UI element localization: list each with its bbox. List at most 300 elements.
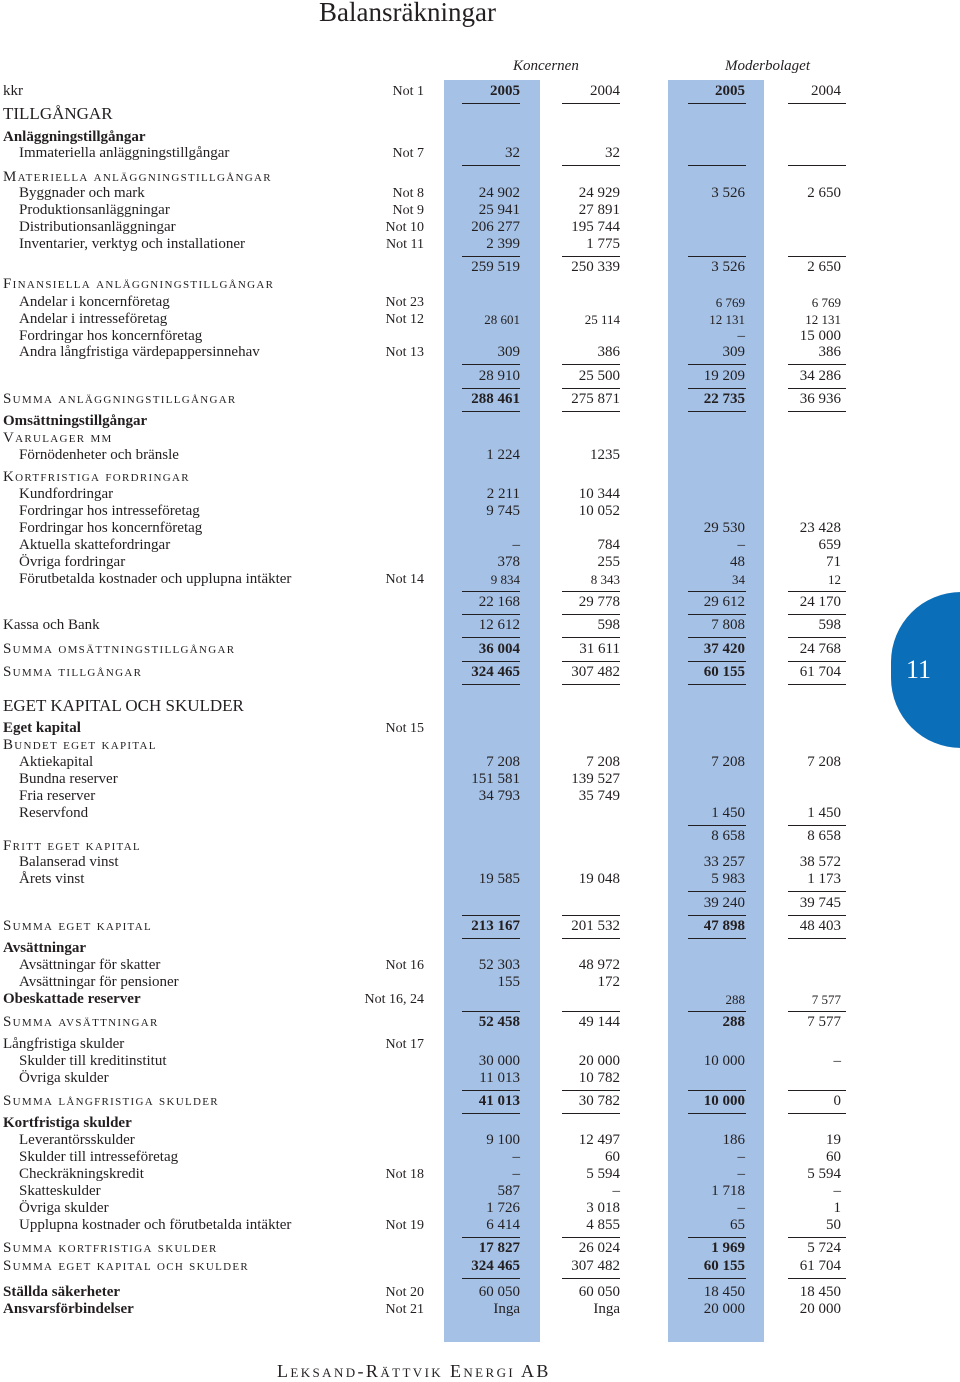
value-cell: 24 170: [799, 594, 841, 610]
value-cell: 7 208: [807, 754, 841, 770]
table-row: [0, 1166, 960, 1183]
table-row: [0, 202, 960, 219]
value-cell: –: [737, 1149, 745, 1165]
value-cell: 259 519: [471, 259, 520, 275]
row-label: Inventarier, verktyg och installationer: [19, 236, 245, 252]
value-cell: 7 208: [486, 754, 520, 770]
value-cell: 12 131: [805, 312, 841, 327]
value-cell: 52 458: [478, 1014, 520, 1030]
value-cell: 587: [497, 1183, 520, 1199]
table-row: [0, 83, 960, 100]
sum-rule: [788, 1011, 846, 1012]
table-row: [0, 1284, 960, 1301]
value-cell: –: [737, 1200, 745, 1216]
row-label: Kundfordringar: [19, 486, 114, 502]
sum-rule: [462, 1090, 520, 1091]
table-row: [0, 1132, 960, 1149]
table-row: [0, 1149, 960, 1166]
value-cell: 34: [732, 572, 745, 587]
value-cell: –: [612, 1183, 620, 1199]
table-row: [0, 957, 960, 974]
table-row: [0, 129, 960, 146]
value-cell: 41 013: [478, 1093, 520, 1109]
value-cell: 60 155: [703, 1258, 745, 1274]
row-label: Fordringar hos koncernföretag: [19, 328, 203, 344]
sum-rule: [688, 1090, 746, 1091]
sum-rule: [688, 614, 746, 615]
value-cell: 2 211: [486, 486, 520, 502]
row-label: Checkräkningskredit: [19, 1166, 144, 1182]
value-cell: 307 482: [571, 1258, 620, 1274]
value-cell: 1 969: [711, 1240, 745, 1256]
value-cell: 324 465: [471, 1258, 520, 1274]
value-cell: 324 465: [471, 664, 520, 680]
value-cell: 30 782: [578, 1093, 620, 1109]
sum-rule: [788, 1237, 846, 1238]
note-ref: Not 19: [385, 1218, 424, 1233]
table-row: [0, 469, 960, 486]
note-ref: Not 14: [385, 572, 424, 587]
value-cell: 20 000: [799, 1301, 841, 1317]
value-cell: 60 050: [578, 1284, 620, 1300]
table-row: [0, 594, 960, 611]
sum-rule: [562, 388, 620, 389]
value-cell: 49 144: [578, 1014, 620, 1030]
table-row: [0, 940, 960, 957]
value-cell: 31 611: [579, 641, 620, 657]
group-header-koncernen: Koncernen: [513, 58, 579, 74]
value-cell: 19 048: [578, 871, 620, 887]
table-row: [0, 447, 960, 464]
row-label: Anläggningstillgångar: [3, 129, 146, 145]
sum-rule: [688, 256, 746, 257]
value-cell: 65: [730, 1217, 745, 1233]
row-label: Andelar i koncernföretag: [19, 294, 170, 310]
value-cell: 10 052: [578, 503, 620, 519]
table-row: [0, 430, 960, 447]
note-ref: Not 12: [385, 312, 424, 327]
value-cell: 11 013: [479, 1070, 520, 1086]
value-cell: 32: [605, 145, 620, 161]
sum-rule: [462, 256, 520, 257]
sum-rule: [462, 637, 520, 638]
value-cell: Inga: [493, 1301, 520, 1317]
note-ref: Not 21: [385, 1302, 424, 1317]
table-row: [0, 236, 960, 253]
sum-rule: [788, 591, 846, 592]
value-cell: 47 898: [703, 918, 745, 934]
value-cell: 7 577: [811, 992, 841, 1007]
sum-rule: [788, 684, 846, 685]
group-header-moderbolaget: Moderbolaget: [725, 58, 810, 74]
value-cell: 598: [597, 617, 620, 633]
table-row: [0, 895, 960, 912]
row-label: Bundna reserver: [19, 771, 118, 787]
value-cell: 2005: [715, 83, 745, 99]
value-cell: 25 500: [578, 368, 620, 384]
value-cell: 598: [818, 617, 841, 633]
value-cell: 71: [826, 554, 841, 570]
value-cell: –: [512, 537, 520, 553]
table-row: [0, 413, 960, 430]
table-row: [0, 1036, 960, 1053]
sum-rule: [562, 1237, 620, 1238]
value-cell: 378: [497, 554, 520, 570]
value-cell: 2004: [590, 83, 620, 99]
value-cell: 61 704: [799, 664, 841, 680]
sum-rule: [462, 915, 520, 916]
table-row: [0, 219, 960, 236]
note-ref: Not 13: [385, 345, 424, 360]
value-cell: 9 100: [486, 1132, 520, 1148]
value-cell: –: [512, 1166, 520, 1182]
value-cell: 6 769: [811, 295, 841, 310]
sum-rule: [688, 938, 746, 939]
table-row: [0, 1183, 960, 1200]
row-label: Långfristiga skulder: [3, 1036, 125, 1052]
value-cell: 60 050: [478, 1284, 520, 1300]
value-cell: 22 735: [703, 391, 745, 407]
note-ref: Not 17: [385, 1037, 424, 1052]
note-ref: Not 23: [385, 295, 424, 310]
value-cell: 36 936: [799, 391, 841, 407]
note-ref: Not 20: [385, 1285, 424, 1300]
table-row: [0, 720, 960, 737]
value-cell: 206 277: [471, 219, 520, 235]
note-ref: Not 16: [385, 958, 424, 973]
value-cell: 7 577: [807, 1014, 841, 1030]
value-cell: 25 941: [478, 202, 520, 218]
sum-rule: [562, 684, 620, 685]
row-label: Årets vinst: [19, 871, 85, 887]
row-label: Andra långfristiga värdepappersinnehav: [19, 344, 260, 360]
sum-rule: [688, 165, 746, 166]
sum-rule: [462, 938, 520, 939]
sum-rule: [562, 1011, 620, 1012]
sum-rule: [688, 591, 746, 592]
sum-rule: [688, 1011, 746, 1012]
row-label: Avsättningar: [3, 940, 87, 956]
row-label: Fordringar hos koncernföretag: [19, 520, 203, 536]
value-cell: 7 208: [711, 754, 745, 770]
value-cell: 5 594: [807, 1166, 841, 1182]
table-row: [0, 1240, 960, 1257]
row-label: Andelar i intresseföretag: [19, 311, 168, 327]
table-row: [0, 854, 960, 871]
sum-rule: [788, 411, 846, 412]
table-row: [0, 871, 960, 888]
value-cell: 201 532: [571, 918, 620, 934]
row-label: Bundet eget kapital: [3, 737, 157, 753]
value-cell: 1235: [590, 447, 620, 463]
value-cell: –: [737, 1166, 745, 1182]
sum-rule: [688, 661, 746, 662]
value-cell: 1 173: [807, 871, 841, 887]
value-cell: 1 726: [486, 1200, 520, 1216]
sum-rule: [562, 103, 620, 104]
value-cell: 28 601: [484, 312, 520, 327]
sum-rule: [562, 614, 620, 615]
sum-rule: [462, 1113, 520, 1114]
table-row: [0, 520, 960, 537]
row-label: Övriga skulder: [19, 1070, 109, 1086]
value-cell: 25 114: [584, 312, 620, 327]
note-ref: Not 7: [392, 146, 424, 161]
sum-rule: [688, 1113, 746, 1114]
table-row: [0, 368, 960, 385]
row-label: Fordringar hos intresseföretag: [19, 503, 200, 519]
value-cell: 12: [828, 572, 841, 587]
value-cell: 139 527: [571, 771, 620, 787]
row-label: Förnödenheter och bränsle: [19, 447, 179, 463]
value-cell: 5 594: [586, 1166, 620, 1182]
sum-rule: [788, 1113, 846, 1114]
value-cell: 24 929: [578, 185, 620, 201]
row-label: Skulder till intresseföretag: [19, 1149, 179, 1165]
row-label: Leverantörsskulder: [19, 1132, 135, 1148]
table-row: [0, 391, 960, 408]
value-cell: 10 000: [703, 1093, 745, 1109]
row-label: Ansvarsförbindelser: [3, 1301, 134, 1317]
value-cell: 1 775: [586, 236, 620, 252]
value-cell: 275 871: [571, 391, 620, 407]
sum-rule: [562, 165, 620, 166]
sum-rule: [788, 825, 846, 826]
value-cell: 10 782: [578, 1070, 620, 1086]
value-cell: –: [512, 1149, 520, 1165]
value-cell: 48: [730, 554, 745, 570]
value-cell: 3 018: [586, 1200, 620, 1216]
row-label: Summa eget kapital och skulder: [3, 1258, 250, 1274]
value-cell: 60 155: [703, 664, 745, 680]
table-row: [0, 554, 960, 571]
row-label: Aktuella skattefordringar: [19, 537, 171, 553]
value-cell: 28 910: [478, 368, 520, 384]
table-row: [0, 145, 960, 162]
value-cell: 1 224: [486, 447, 520, 463]
sum-rule: [462, 1237, 520, 1238]
sum-rule: [462, 103, 520, 104]
value-cell: 309: [497, 344, 520, 360]
value-cell: 1 450: [711, 805, 745, 821]
page-title: Balansräkningar: [319, 0, 496, 27]
sum-rule: [562, 256, 620, 257]
sum-rule: [688, 411, 746, 412]
value-cell: 33 257: [703, 854, 745, 870]
table-row: [0, 788, 960, 805]
value-cell: 39 240: [703, 895, 745, 911]
row-label: Summa avsättningar: [3, 1014, 159, 1030]
table-row: [0, 754, 960, 771]
sum-rule: [562, 364, 620, 365]
value-cell: 18 450: [703, 1284, 745, 1300]
table-row: [0, 1301, 960, 1318]
value-cell: 15 000: [799, 328, 841, 344]
value-cell: 23 428: [799, 520, 841, 536]
table-row: [0, 1093, 960, 1110]
value-cell: 5 724: [807, 1240, 841, 1256]
row-label: Produktionsanläggningar: [19, 202, 170, 218]
row-label: Fria reserver: [19, 788, 96, 804]
table-row: [0, 918, 960, 935]
table-row: [0, 1200, 960, 1217]
value-cell: 6 414: [486, 1217, 520, 1233]
value-cell: 19 585: [478, 871, 520, 887]
sum-rule: [562, 637, 620, 638]
value-cell: 255: [597, 554, 620, 570]
sum-rule: [462, 661, 520, 662]
sum-rule: [788, 1278, 846, 1279]
row-label: Omsättningstillgångar: [3, 413, 148, 429]
value-cell: 3 526: [711, 259, 745, 275]
table-row: [0, 1070, 960, 1087]
value-cell: 10 344: [578, 486, 620, 502]
sum-rule: [788, 637, 846, 638]
table-row: [0, 105, 960, 122]
sum-rule: [462, 614, 520, 615]
value-cell: 213 167: [471, 918, 520, 934]
value-cell: 12 497: [578, 1132, 620, 1148]
value-cell: 48 403: [799, 918, 841, 934]
sum-rule: [688, 825, 746, 826]
value-cell: 1: [833, 1200, 841, 1216]
note-ref: Not 9: [392, 203, 424, 218]
sum-rule: [788, 938, 846, 939]
table-row: [0, 1014, 960, 1031]
table-row: [0, 737, 960, 754]
value-cell: 19: [826, 1132, 841, 1148]
note-ref: Not 15: [385, 721, 424, 736]
row-label: Upplupna kostnader och förutbetalda intäkter: [19, 1217, 292, 1233]
sum-rule: [688, 915, 746, 916]
row-label: TILLGÅNGAR: [3, 104, 113, 123]
value-cell: 307 482: [571, 664, 620, 680]
value-cell: 288: [725, 992, 745, 1007]
value-cell: 386: [818, 344, 841, 360]
sum-rule: [462, 591, 520, 592]
row-label: Materiella anläggningstillgångar: [3, 169, 272, 185]
sum-rule: [562, 915, 620, 916]
table-row: [0, 805, 960, 822]
row-label: Byggnader och mark: [19, 185, 145, 201]
value-cell: 7 208: [586, 754, 620, 770]
row-label: Aktiekapital: [19, 754, 94, 770]
row-label: Eget kapital: [3, 720, 81, 736]
value-cell: –: [737, 537, 745, 553]
table-row: [0, 617, 960, 634]
table-row: [0, 486, 960, 503]
value-cell: 250 339: [571, 259, 620, 275]
row-label: Skatteskulder: [19, 1183, 101, 1199]
sum-rule: [788, 891, 846, 892]
value-cell: 7 808: [711, 617, 745, 633]
table-row: [0, 991, 960, 1008]
row-label: Obeskattade reserver: [3, 991, 141, 1007]
sum-rule: [688, 103, 746, 104]
note-ref: Not 1: [392, 84, 424, 99]
sum-rule: [462, 165, 520, 166]
row-label: Varulager mm: [3, 430, 113, 446]
table-row: [0, 771, 960, 788]
value-cell: 20 000: [578, 1053, 620, 1069]
value-cell: 19 209: [703, 368, 745, 384]
row-label: Övriga skulder: [19, 1200, 109, 1216]
value-cell: 48 972: [578, 957, 620, 973]
value-cell: 60: [605, 1149, 620, 1165]
value-cell: 784: [597, 537, 620, 553]
value-cell: Inga: [593, 1301, 620, 1317]
table-row: [0, 259, 960, 276]
value-cell: 35 749: [578, 788, 620, 804]
note-ref: Not 10: [385, 220, 424, 235]
sum-rule: [788, 256, 846, 257]
table-row: [0, 328, 960, 345]
value-cell: 9 834: [490, 572, 520, 587]
sum-rule: [788, 364, 846, 365]
table-row: [0, 664, 960, 681]
value-cell: –: [737, 328, 745, 344]
value-cell: 12 612: [478, 617, 520, 633]
value-cell: 30 000: [478, 1053, 520, 1069]
table-row: [0, 641, 960, 658]
note-ref: Not 18: [385, 1167, 424, 1182]
sum-rule: [788, 661, 846, 662]
value-cell: 50: [826, 1217, 841, 1233]
table-row: [0, 571, 960, 588]
value-cell: 37 420: [703, 641, 745, 657]
value-cell: 9 745: [486, 503, 520, 519]
table-row: [0, 974, 960, 991]
value-cell: 29 530: [703, 520, 745, 536]
value-cell: 38 572: [799, 854, 841, 870]
value-cell: 24 902: [478, 185, 520, 201]
sum-rule: [562, 938, 620, 939]
table-row: [0, 344, 960, 361]
sum-rule: [462, 684, 520, 685]
table-row: [0, 294, 960, 311]
row-label: Summa eget kapital: [3, 918, 152, 934]
table-row: [0, 311, 960, 328]
value-cell: 8 658: [711, 828, 745, 844]
sum-rule: [688, 364, 746, 365]
row-label: Avsättningar för skatter: [19, 957, 161, 973]
value-cell: 8 343: [590, 572, 620, 587]
value-cell: 29 612: [703, 594, 745, 610]
sum-rule: [688, 1278, 746, 1279]
value-cell: 1 450: [807, 805, 841, 821]
value-cell: 60: [826, 1149, 841, 1165]
sum-rule: [788, 1090, 846, 1091]
value-cell: 3 526: [711, 185, 745, 201]
sum-rule: [562, 591, 620, 592]
sum-rule: [788, 915, 846, 916]
row-label: Kortfristiga fordringar: [3, 469, 190, 485]
value-cell: 659: [818, 537, 841, 553]
sum-rule: [788, 165, 846, 166]
value-cell: 8 658: [807, 828, 841, 844]
value-cell: 288 461: [471, 391, 520, 407]
table-row: [0, 1258, 960, 1275]
sum-rule: [462, 1278, 520, 1279]
row-label: Summa anläggningstillgångar: [3, 391, 237, 407]
value-cell: 32: [505, 145, 520, 161]
sum-rule: [562, 411, 620, 412]
table-row: [0, 1053, 960, 1070]
value-cell: 309: [722, 344, 745, 360]
value-cell: 155: [497, 974, 520, 990]
value-cell: 172: [597, 974, 620, 990]
note-ref: Not 11: [386, 237, 424, 252]
